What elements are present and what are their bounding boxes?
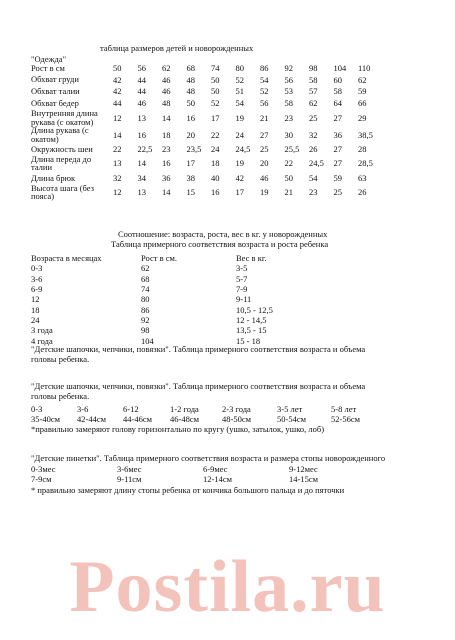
age-table-cell: 9-11: [236, 294, 252, 305]
size-cell: 16: [211, 187, 220, 198]
age-height-subtitle: Таблица примерного соответствия возраста и роста ребенка: [111, 239, 329, 249]
size-cell: 32: [309, 129, 318, 140]
size-cell: 46: [260, 172, 269, 183]
size-cell: 25: [309, 112, 318, 123]
age-table-cell: 74: [141, 284, 150, 295]
hats-age-cell: 2-3 года: [222, 404, 251, 414]
size-cell: 64: [333, 98, 342, 109]
size-cell: 42: [235, 172, 244, 183]
size-cell: 38: [186, 172, 195, 183]
size-cell: 15: [186, 187, 195, 198]
age-table-cell: 3-6: [31, 273, 43, 284]
size-cell: 14: [137, 158, 146, 169]
size-cell: 74: [211, 62, 220, 73]
hats-note-line1: "Детские шапочки, чепчики, повязки". Таблица примерного соответствия возраста и объема: [31, 344, 366, 354]
size-row-label: Обхват груди: [31, 74, 79, 85]
size-row: [31, 109, 383, 126]
size-cell: 50: [113, 62, 122, 73]
size-cell: 26: [358, 187, 367, 198]
booties-size-cell: 7-9см: [31, 474, 52, 484]
size-cell: 19: [235, 158, 244, 169]
age-table-row: [31, 263, 356, 273]
size-cell: 17: [186, 158, 195, 169]
size-cell: 56: [284, 74, 293, 85]
size-cell: 66: [358, 98, 367, 109]
size-row-label: Обхват бедер: [31, 98, 79, 109]
age-table-cell: 18: [31, 304, 40, 315]
size-cell: 18: [162, 129, 171, 140]
hats-age-cell: 6-12: [123, 404, 139, 414]
size-cell: 52: [260, 86, 269, 97]
age-table-cell: 98: [141, 325, 150, 336]
size-cell: 110: [358, 62, 371, 73]
size-row-label: Длина брюк: [31, 172, 76, 183]
age-table-header-cell: Вес в кг.: [236, 253, 267, 264]
size-cell: 12: [113, 112, 122, 123]
age-table-row: [31, 274, 356, 284]
size-cell: 34: [137, 172, 146, 183]
size-cell: 24: [211, 144, 220, 155]
age-table-row: [31, 325, 356, 335]
size-row: [31, 172, 383, 184]
size-cell: 46: [162, 74, 171, 85]
size-cell: 19: [235, 112, 244, 123]
age-table-cell: 92: [141, 314, 150, 325]
size-cell: 23: [284, 112, 293, 123]
age-table-row: [31, 294, 356, 304]
size-cell: 16: [137, 129, 146, 140]
hats-age-cell: 1-2 года: [170, 404, 199, 414]
clothing-size-table: [31, 62, 383, 201]
size-cell: 22,5: [137, 144, 153, 155]
size-cell: 44: [137, 86, 146, 97]
age-table-cell: 80: [141, 294, 150, 305]
size-cell: 23: [162, 144, 171, 155]
size-cell: 48: [186, 86, 195, 97]
size-table-title: таблица размеров детей и новорожденных: [100, 43, 254, 53]
size-cell: 16: [186, 112, 195, 123]
size-cell: 44: [137, 74, 146, 85]
booties-age-cell: 9-12мес: [289, 464, 318, 474]
size-cell: 13: [113, 158, 122, 169]
hats-size-cell: 35-40см: [31, 414, 60, 424]
hats-size-cell: 50-54см: [277, 414, 306, 424]
size-cell: 24,5: [309, 158, 324, 169]
age-table-cell: 3-5: [236, 263, 248, 274]
size-cell: 32: [113, 172, 122, 183]
age-table-cell: 5-7: [236, 273, 248, 284]
age-height-weight-table: [31, 253, 356, 346]
size-cell: 63: [358, 172, 367, 183]
age-table-cell: 68: [141, 273, 150, 284]
size-cell: 53: [284, 86, 293, 97]
size-cell: 23,5: [186, 144, 202, 155]
size-cell: 58: [284, 98, 293, 109]
hats-measure-note: *правильно замеряют голову горизонтально по кругу (ушко, затылок, ушко, лоб): [31, 424, 325, 434]
size-cell: 27: [333, 158, 342, 169]
age-table-row: [31, 315, 356, 325]
hats-size-cell: 52-56см: [331, 414, 360, 424]
size-cell: 29: [358, 112, 367, 123]
age-table-header-cell: Рост в см.: [141, 253, 178, 264]
size-cell: 52: [235, 74, 244, 85]
size-row-label: Обхват талии: [31, 86, 80, 97]
size-cell: 24,5: [235, 144, 251, 155]
hats-age-cell: 0-3: [31, 404, 43, 414]
size-cell: 42: [113, 86, 122, 97]
size-cell: 26: [309, 144, 318, 155]
size-row-label: Высота шага (без пояса): [31, 182, 94, 202]
size-cell: 51: [235, 86, 244, 97]
hats-title-line2: головы ребенка.: [31, 391, 90, 401]
hats-age-cell: 3-5 лет: [277, 404, 303, 414]
size-cell: 36: [162, 172, 171, 183]
age-table-cell: 62: [141, 263, 150, 274]
size-cell: 27: [333, 144, 342, 155]
age-table-cell: 24: [31, 314, 40, 325]
size-cell: 54: [235, 98, 244, 109]
size-cell: 59: [358, 86, 367, 97]
age-table-header: [31, 253, 356, 263]
size-cell: 80: [235, 62, 244, 73]
size-row: [31, 126, 383, 143]
age-table-cell: 6-9: [31, 284, 43, 295]
size-cell: 52: [211, 98, 220, 109]
age-table-cell: 0-3: [31, 263, 43, 274]
age-table-cell: 3 года: [31, 325, 53, 336]
size-cell: 62: [358, 74, 367, 85]
hats-size-cell: 46-48см: [170, 414, 199, 424]
booties-age-cell: 0-3мес: [31, 464, 56, 474]
size-cell: 19: [260, 187, 269, 198]
age-table-cell: 7-9: [236, 284, 248, 295]
size-cell: 20: [260, 158, 269, 169]
size-cell: 46: [137, 98, 146, 109]
size-cell: 25,5: [284, 144, 300, 155]
size-cell: 50: [284, 172, 293, 183]
size-cell: 50: [211, 86, 220, 97]
size-cell: 62: [309, 98, 318, 109]
size-cell: 58: [333, 86, 342, 97]
size-row: [31, 62, 383, 74]
size-cell: 56: [260, 98, 269, 109]
size-cell: 104: [333, 62, 347, 73]
size-cell: 17: [211, 112, 220, 123]
size-cell: 16: [162, 158, 171, 169]
booties-age-cell: 6-9мес: [203, 464, 228, 474]
size-cell: 28: [358, 144, 367, 155]
age-table-cell: 4 года: [31, 335, 53, 346]
size-cell: 40: [211, 172, 220, 183]
size-cell: 44: [113, 98, 122, 109]
age-table-cell: 86: [141, 304, 150, 315]
size-cell: 54: [260, 74, 269, 85]
age-table-cell: 12 - 14,5: [236, 314, 267, 325]
size-cell: 59: [333, 172, 342, 183]
size-row-label: Внутренняя длина рукава (с окатом): [31, 108, 98, 127]
hats-size-cell: 42-44см: [77, 414, 106, 424]
size-cell: 22: [211, 129, 220, 140]
hats-size-cell: 44-46см: [123, 414, 152, 424]
size-cell: 22: [284, 158, 293, 169]
size-cell: 98: [309, 62, 318, 73]
size-cell: 54: [309, 172, 318, 183]
size-cell: 50: [211, 74, 220, 85]
age-table-cell: 15 - 18: [236, 335, 261, 346]
size-cell: 12: [113, 187, 122, 198]
postila-watermark: Postila.ru: [69, 546, 386, 628]
size-cell: 58: [309, 74, 318, 85]
size-row: [31, 74, 383, 86]
size-cell: 56: [137, 62, 146, 73]
size-cell: 22: [113, 144, 122, 155]
hats-title-line1: "Детские шапочки, чепчики, повязки". Таблица примерного соответствия возраста и объема: [31, 381, 366, 391]
age-table-row: [31, 304, 356, 314]
size-cell: 14: [162, 187, 171, 198]
booties-title: "Детские пинетки". Таблица примерного соответствия возраста и размера стопы новорожденного: [31, 453, 386, 463]
size-cell: 27: [260, 129, 269, 140]
size-cell: 30: [284, 129, 293, 140]
size-cell: 13: [137, 187, 146, 198]
size-cell: 20: [186, 129, 195, 140]
hats-age-cell: 3-6: [77, 404, 89, 414]
age-table-cell: 12: [31, 294, 40, 305]
size-cell: 21: [260, 112, 269, 123]
size-cell: 17: [235, 187, 244, 198]
size-row-label: Рост в см: [31, 62, 65, 73]
size-cell: 48: [162, 98, 171, 109]
size-cell: 42: [113, 74, 122, 85]
size-row-label: Длина рукава (с окатом): [31, 125, 89, 144]
size-row: [31, 86, 383, 98]
size-cell: 46: [162, 86, 171, 97]
size-cell: 21: [284, 187, 293, 198]
size-row: [31, 155, 383, 172]
size-cell: 27: [333, 112, 342, 123]
size-cell: 68: [186, 62, 195, 73]
size-cell: 48: [186, 74, 195, 85]
size-cell: 14: [113, 129, 122, 140]
size-cell: 57: [309, 86, 318, 97]
size-cell: 24: [235, 129, 244, 140]
size-cell: 18: [211, 158, 220, 169]
age-table-row: [31, 284, 356, 294]
size-cell: 86: [260, 62, 269, 73]
size-cell: 60: [333, 74, 342, 85]
booties-size-cell: 14-15см: [289, 474, 318, 484]
hats-age-cell: 5-8 лет: [331, 404, 357, 414]
size-cell: 50: [186, 98, 195, 109]
booties-size-cell: 9-11см: [117, 474, 142, 484]
size-cell: 62: [162, 62, 171, 73]
booties-age-cell: 3-6мес: [117, 464, 142, 474]
age-table-header-cell: Возраста в месяцах: [31, 253, 102, 264]
size-cell: 13: [137, 112, 146, 123]
size-cell: 36: [333, 129, 342, 140]
size-cell: 92: [284, 62, 293, 73]
size-cell: 25: [260, 144, 269, 155]
size-cell: 38,5: [358, 129, 373, 140]
booties-measure-note: * правильно замеряют длину стопы ребенка от кончика большого пальца и до пяточки: [31, 485, 345, 495]
age-table-cell: 10,5 - 12,5: [236, 304, 273, 315]
size-row: [31, 184, 383, 201]
hats-size-cell: 48-50см: [222, 414, 251, 424]
age-table-cell: 13,5 - 15: [236, 325, 267, 336]
size-cell: 25: [333, 187, 342, 198]
age-table-cell: 104: [141, 335, 154, 346]
size-cell: 23: [309, 187, 318, 198]
size-row-label: Окружность шеи: [31, 143, 93, 154]
booties-size-cell: 12-14см: [203, 474, 232, 484]
size-cell: 28,5: [358, 158, 373, 169]
size-row-label: Длина переда до талии: [31, 153, 92, 173]
age-height-weight-title: Соотношение: возраста, роста, вес в кг. у новорожденных: [118, 229, 328, 239]
hats-note-line2: головы ребенка.: [31, 354, 90, 364]
clothing-category-label: "Одежда": [31, 54, 67, 64]
size-cell: 14: [162, 112, 171, 123]
